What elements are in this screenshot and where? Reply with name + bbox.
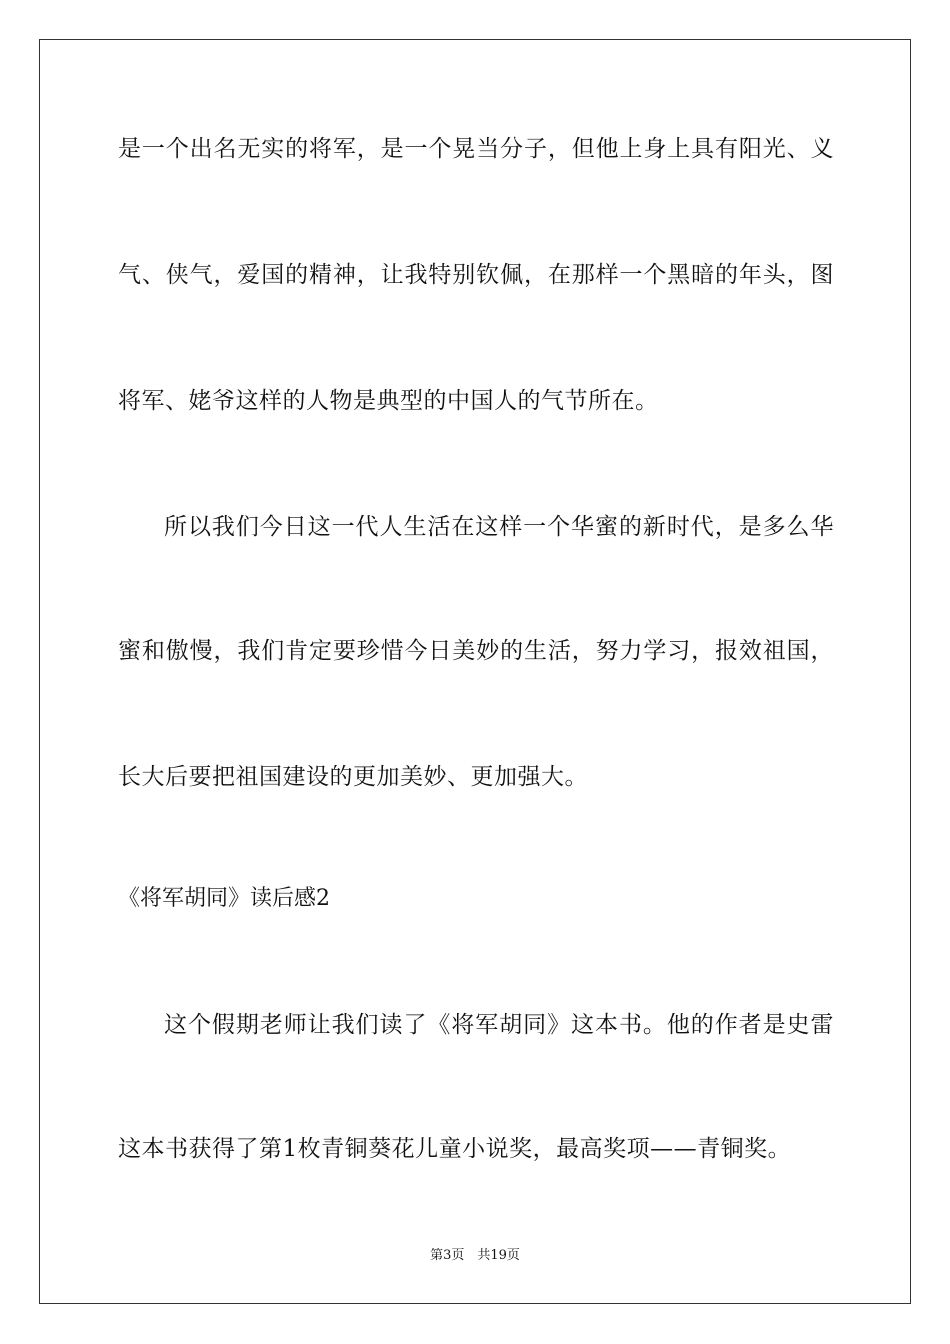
body-line-5: 蜜和傲慢，我们肯定要珍惜今日美妙的生活，努力学习，报效祖国， [118, 638, 834, 664]
section-heading: 《将军胡同》读后感2 [118, 886, 330, 911]
page-number-footer: 第3页 共19页 [430, 1248, 520, 1263]
page-border [39, 39, 911, 1304]
body-line-1: 是一个出名无实的将军，是一个晃当分子，但他上身上具有阳光、义 [118, 136, 834, 162]
body-line-4: 所以我们今日这一代人生活在这样一个华蜜的新时代，是多么华 [164, 514, 834, 540]
essay2-line-1: 这个假期老师让我们读了《将军胡同》这本书。他的作者是史雷 [164, 1012, 834, 1038]
essay2-line-2: 这本书获得了第1枚青铜葵花儿童小说奖，最高奖项——青铜奖。 [118, 1136, 792, 1162]
body-line-3: 将军、姥爷这样的人物是典型的中国人的气节所在。 [118, 388, 659, 414]
body-line-6: 长大后要把祖国建设的更加美妙、更加强大。 [118, 764, 588, 790]
body-line-2: 气、侠气，爱国的精神，让我特别钦佩，在那样一个黑暗的年头，图 [118, 262, 834, 288]
